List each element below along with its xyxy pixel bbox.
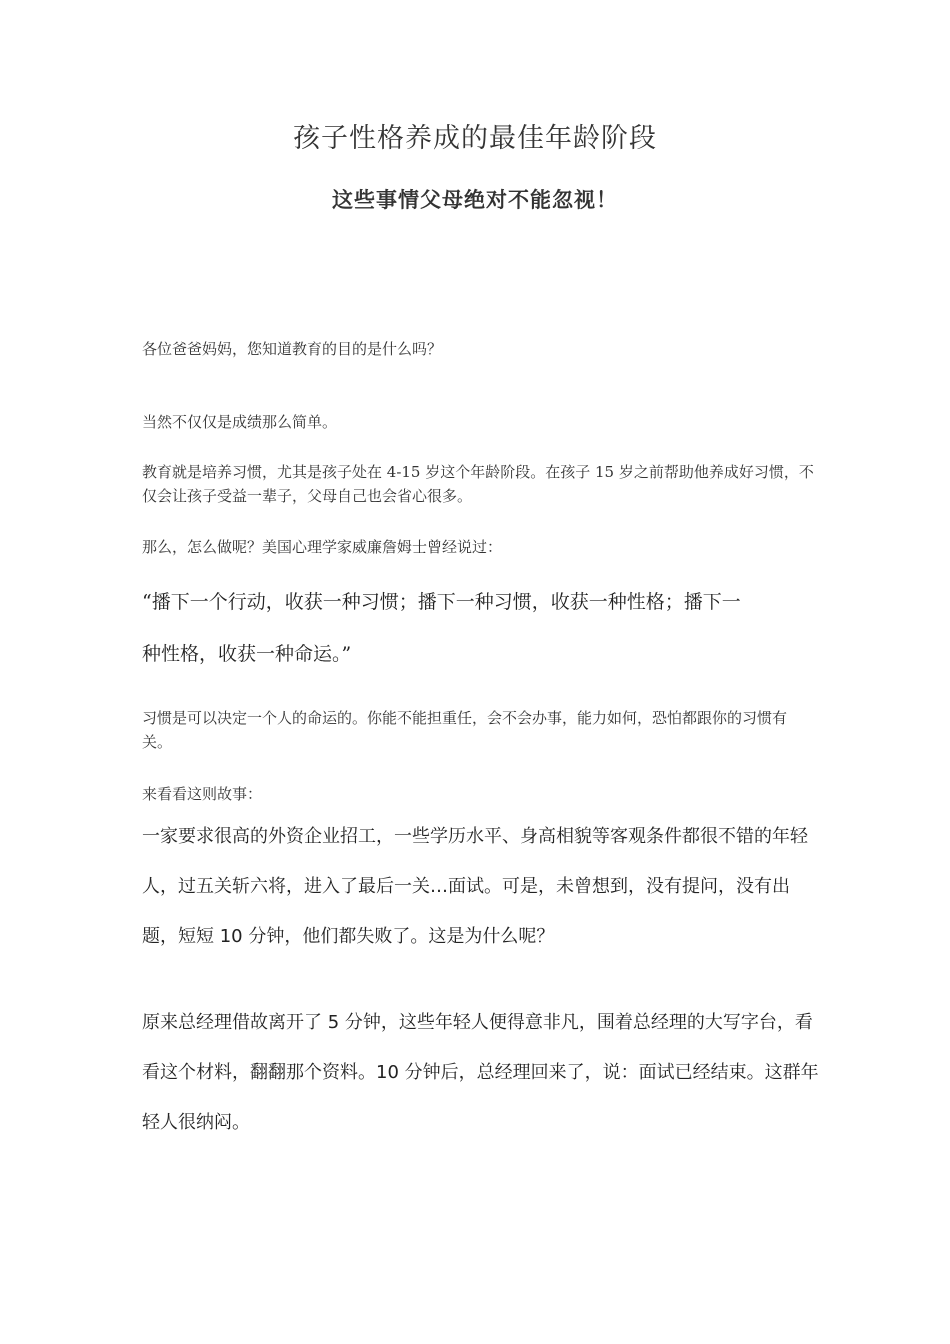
page-title: 孩子性格养成的最佳年龄阶段 [293, 123, 657, 154]
paragraph-how-to: 那么，怎么做呢？美国心理学家威廉詹姆士曾经说过： [142, 538, 503, 556]
paragraph-question: 各位爸爸妈妈，您知道教育的目的是什么吗？ [142, 340, 443, 358]
paragraph-story-part-2: 原来总经理借故离开了 5 分钟，这些年轻人便得意非凡，围着总经理的大写字台，看看这个材料，翻翻那个资料。10 分钟后，总经理回来了，说：面试已经结束。这群年轻人很纳闷。 [142, 1012, 819, 1133]
page-subtitle: 这些事情父母绝对不能忽视！ [332, 188, 618, 212]
paragraph-not-only-grades: 当然不仅仅是成绩那么简单。 [142, 413, 338, 431]
paragraph-habits-destiny: 习惯是可以决定一个人的命运的。你能不能担重任，会不会办事，能力如何，恐怕都跟你的习惯有关。 [142, 709, 788, 751]
quote-william-james: “播下一个行动，收获一种习惯；播下一种习惯，收获一种性格；播下一种性格，收获一种命运。” [142, 591, 741, 665]
paragraph-story-intro: 来看看这则故事： [142, 785, 263, 803]
paragraph-education-habits: 教育就是培养习惯，尤其是孩子处在 4-15 岁这个年龄阶段。在孩子 15 岁之前帮助他养成好习惯，不仅会让孩子受益一辈子，父母自己也会省心很多。 [142, 463, 814, 505]
paragraph-story-part-1: 一家要求很高的外资企业招工，一些学历水平、身高相貌等客观条件都很不错的年轻人，过五关斩六将，进入了最后一关…面试。可是，未曾想到，没有提问，没有出题，短短 10 分钟，他们都失败了。这是为什么呢？ [142, 826, 808, 947]
